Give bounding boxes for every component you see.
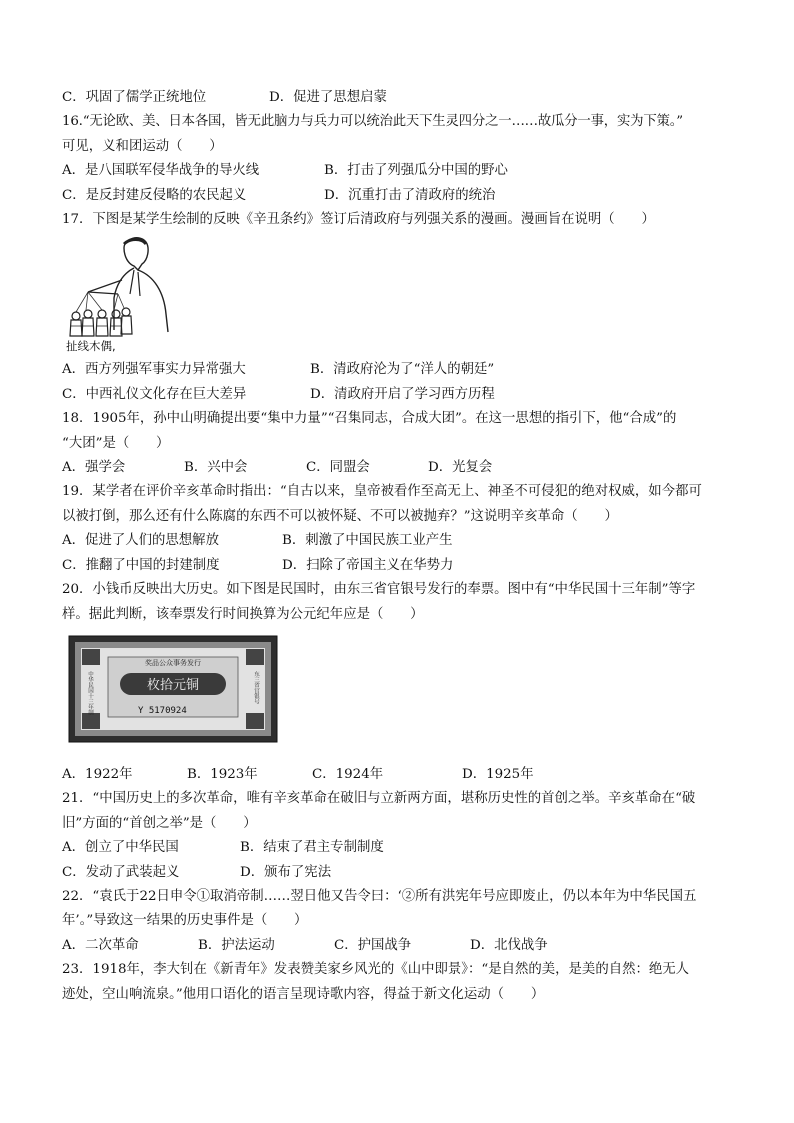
q17-option-a[interactable]: A．西方列强军事实力异常强大 bbox=[62, 362, 246, 378]
q19-options-row1 bbox=[62, 529, 734, 553]
q22-options bbox=[62, 934, 734, 958]
q17-option-d[interactable]: D．清政府开启了学习西方历程 bbox=[310, 386, 495, 402]
q22-option-a[interactable]: A．二次革命 bbox=[62, 937, 139, 953]
q17-cartoon-caption: 扯线木偶, bbox=[66, 339, 116, 354]
q19-option-c[interactable]: C．推翻了中国的封建制度 bbox=[62, 557, 220, 573]
q23-stem-line1: 23．1918年，李大钊在《新青年》发表赞美家乡风光的《山中即景》：“是自然的美，是美的自然：绝无人 bbox=[62, 962, 690, 978]
banknote-left-text: 中华民国十三年制 bbox=[87, 670, 93, 715]
banknote-serial: Y 5170924 bbox=[138, 705, 187, 716]
q20-banknote-figure bbox=[62, 627, 734, 763]
q16-options-row1 bbox=[62, 159, 734, 183]
q20-option-d[interactable]: D．1925年 bbox=[462, 766, 534, 782]
q21-option-c[interactable]: C．发动了武装起义 bbox=[62, 864, 180, 880]
q21-options-row2 bbox=[62, 861, 734, 885]
puppet-cartoon-image bbox=[68, 234, 180, 340]
banknote-right-text: 东三省官银号 bbox=[253, 670, 259, 704]
q23-stem-line2: 迹处，空山响流泉。”他用口语化的语言呈现诗歌内容，得益于新文化运动（ ） bbox=[62, 986, 545, 1002]
q22-option-b[interactable]: B．护法运动 bbox=[198, 937, 275, 953]
q16-option-b[interactable]: B．打击了列强瓜分中国的野心 bbox=[324, 163, 508, 179]
q17-stem-line1: 17．下图是某学生绘制的反映《辛丑条约》签订后清政府与列强关系的漫画。漫画旨在说明（ ） bbox=[62, 212, 655, 228]
q19-stem-line2: 以被打倒，那么还有什么陈腐的东西不可以被怀疑、不可以被抛弃？”这说明辛亥革命（ ） bbox=[62, 508, 618, 524]
q18-stem-line1: 18．1905年，孙中山明确提出要“集中力量”“召集同志，合成大团”。在这一思想的指引下，他“合成”的 bbox=[62, 411, 677, 427]
q16-option-d[interactable]: D．沉重打击了清政府的统治 bbox=[324, 187, 496, 203]
q16-stem-line1: 16.“无论欧、美、日本各国，皆无此脑力与兵力可以统治此天下生灵四分之一……故瓜分一事，实为下策。” bbox=[62, 114, 683, 130]
q21-option-d[interactable]: D．颁布了宪法 bbox=[240, 864, 332, 880]
q20-option-b[interactable]: B．1923年 bbox=[187, 766, 258, 782]
q20-stem-line2: 样。据此判断，该奉票发行时间换算为公元纪年应是（ ） bbox=[62, 606, 424, 622]
q17-option-c[interactable]: C．中西礼仪文化存在巨大差异 bbox=[62, 386, 247, 402]
q15-option-d[interactable]: D．促进了思想启蒙 bbox=[269, 90, 387, 105]
q17-options-row1 bbox=[62, 358, 734, 382]
q17-options-row2 bbox=[62, 383, 734, 407]
q16-option-a[interactable]: A．是八国联军侵华战争的导火线 bbox=[62, 163, 260, 179]
q20-option-c[interactable]: C．1924年 bbox=[312, 766, 384, 782]
banknote-top-text: 奖品公众事务发行 bbox=[145, 658, 201, 667]
q22-option-c[interactable]: C．护国战争 bbox=[334, 937, 412, 953]
q20-options bbox=[62, 763, 734, 787]
q21-stem-line1: 21．“中国历史上的多次革命，唯有辛亥革命在破旧与立新两方面，堪称历史性的首创之举。辛亥革命在“破 bbox=[62, 791, 696, 807]
q22-option-d[interactable]: D．北伐战争 bbox=[470, 937, 548, 953]
q16-options-row2 bbox=[62, 184, 734, 208]
q18-option-a[interactable]: A．强学会 bbox=[62, 460, 126, 476]
q22-stem-line1: 22．“袁氏于22日申令①取消帝制……翌日他又告令曰：‘②所有洪宪年号应即废止，仍以本年为中华民国五 bbox=[62, 888, 697, 904]
q19-stem-line1: 19．某学者在评价辛亥革命时指出：“自古以来，皇帝被看作至高无上、神圣不可侵犯的绝对权威，如今都可 bbox=[62, 484, 702, 500]
q17-option-b[interactable]: B．清政府沦为了“洋人的朝廷” bbox=[310, 362, 495, 378]
q21-option-a[interactable]: A．创立了中华民国 bbox=[62, 840, 179, 856]
q22-stem-line2: 年’。”导致这一结果的历史事件是（ ） bbox=[62, 913, 308, 929]
q15-option-c[interactable]: C．巩固了儒学正统地位 bbox=[62, 90, 207, 105]
q18-option-b[interactable]: B．兴中会 bbox=[184, 460, 248, 476]
q21-options-row1 bbox=[62, 836, 734, 860]
q18-option-d[interactable]: D．光复会 bbox=[428, 460, 493, 476]
q18-option-c[interactable]: C．同盟会 bbox=[306, 460, 370, 476]
q21-stem-line2: 旧”方面的“首创之举”是（ ） bbox=[62, 815, 257, 831]
exam-page bbox=[62, 86, 734, 1007]
q20-option-a[interactable]: A．1922年 bbox=[62, 766, 133, 782]
q19-options-row2 bbox=[62, 554, 734, 578]
q16-option-c[interactable]: C．是反封建反侵略的农民起义 bbox=[62, 187, 247, 203]
q18-stem-line2: “大团”是（ ） bbox=[62, 435, 170, 451]
q21-option-b[interactable]: B．结束了君主专制制度 bbox=[240, 840, 384, 856]
q19-option-b[interactable]: B．刺激了中国民族工业产生 bbox=[282, 533, 453, 549]
q19-option-a[interactable]: A．促进了人们的思想解放 bbox=[62, 533, 219, 549]
banknote-value-text: 枚拾元铜 bbox=[146, 677, 200, 693]
q18-options bbox=[62, 456, 734, 480]
q19-option-d[interactable]: D．扫除了帝国主义在华势力 bbox=[282, 557, 454, 573]
q17-cartoon-figure bbox=[62, 232, 734, 358]
q20-stem-line1: 20．小钱币反映出大历史。如下图是民国时，由东三省官银号发行的奉票。图中有“中华民国十三年制”等字 bbox=[62, 582, 696, 598]
q15-options bbox=[62, 86, 734, 110]
q16-stem-line2: 可见，义和团运动（ ） bbox=[62, 138, 223, 154]
banknote-image bbox=[68, 635, 278, 743]
